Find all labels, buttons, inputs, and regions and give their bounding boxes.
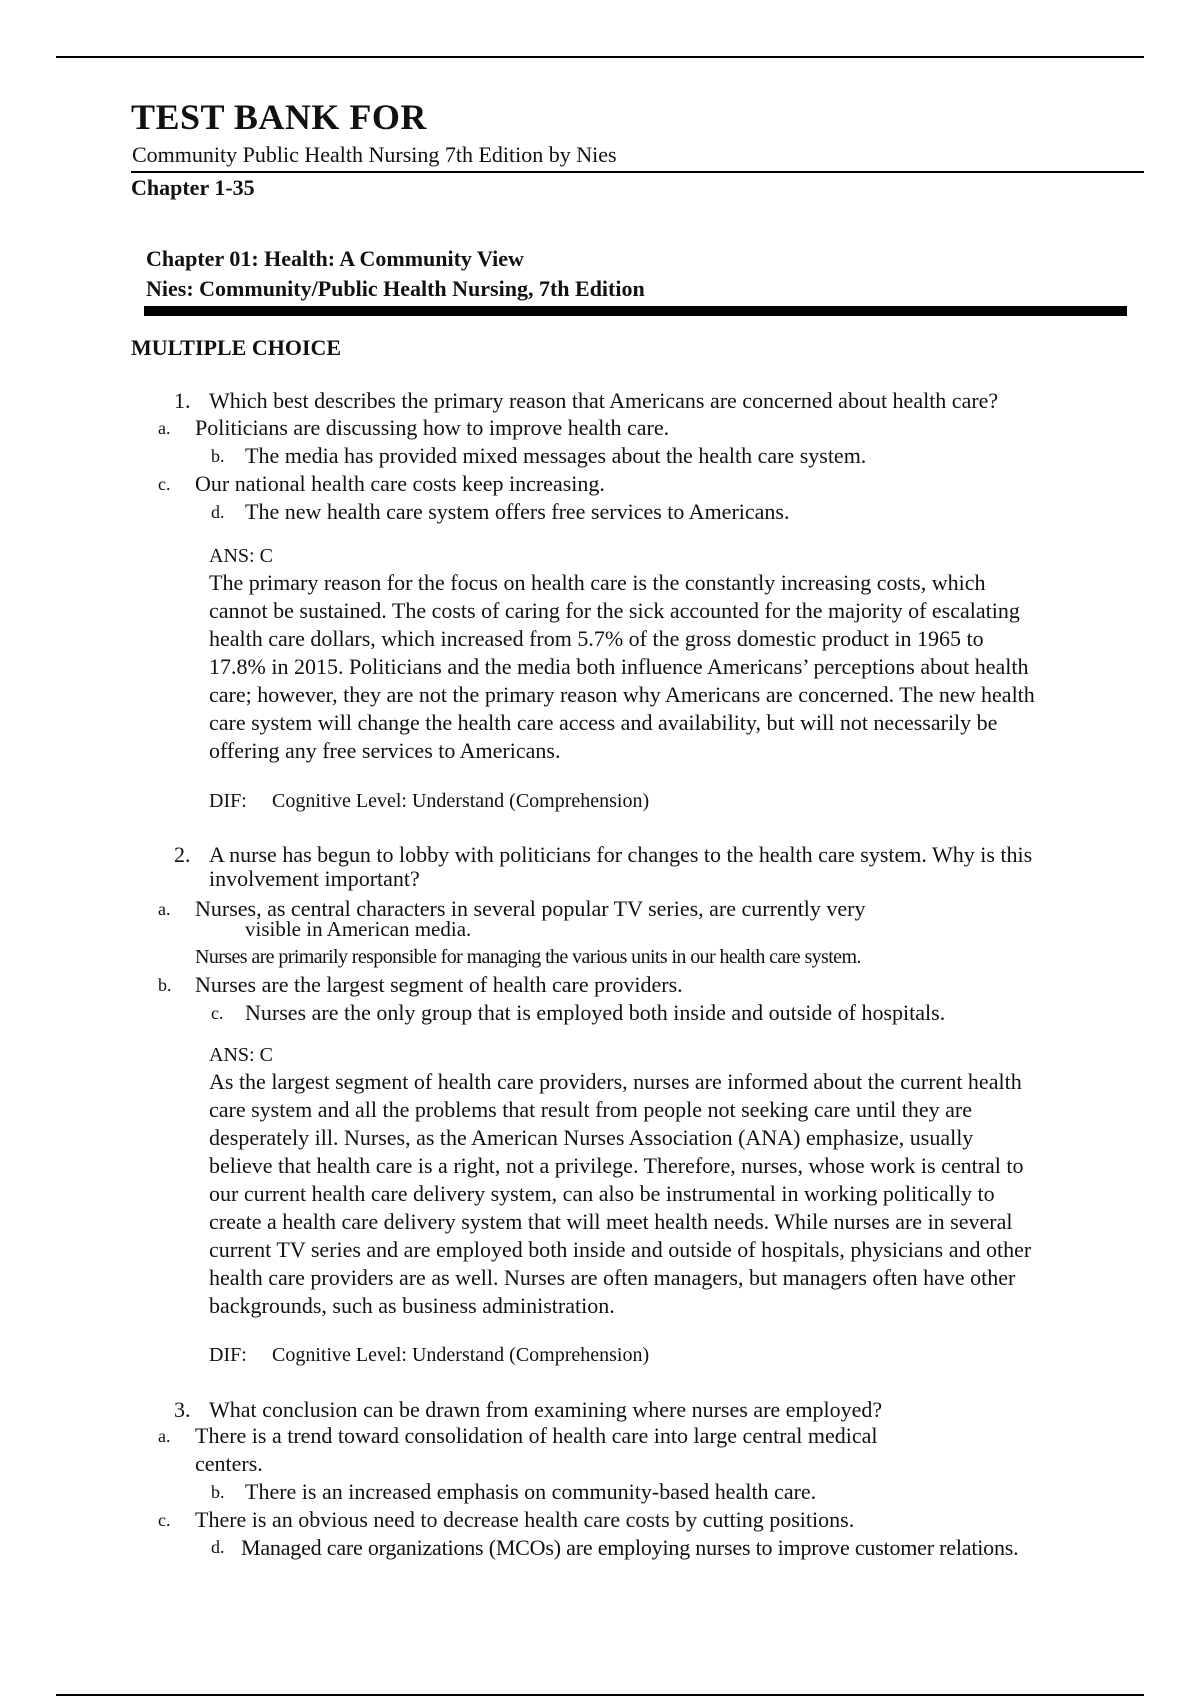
option-letter: d. <box>211 502 225 522</box>
option-text-cont: centers. <box>195 1451 263 1476</box>
bottom-page-rule <box>56 1694 1144 1696</box>
rationale-line: desperately ill. Nurses, as the American Nurses Association (ANA) emphasize, usually <box>209 1125 974 1150</box>
option-letter: c. <box>211 1003 224 1023</box>
rationale-line: believe that health care is a right, not a privilege. Therefore, nurses, whose work is central to <box>209 1153 1024 1178</box>
doc-subtitle: Community Public Health Nursing 7th Edition by Nies <box>132 142 617 167</box>
rationale-line: offering any free services to Americans. <box>209 738 561 763</box>
difficulty-label: DIF: <box>209 1344 247 1366</box>
answer-key: ANS: C <box>209 1044 273 1066</box>
rationale-line: care system will change the health care access and availability, but will not necessarily be <box>209 710 998 735</box>
option-text: Nurses are the largest segment of health care providers. <box>195 972 683 997</box>
question-stem: A nurse has begun to lobby with politicians for changes to the health care system. Why is this <box>209 842 1033 867</box>
rationale <box>209 1068 1031 1320</box>
option-letter: c. <box>158 1510 171 1530</box>
chapter-heading: Chapter 01: Health: A Community View <box>146 246 524 271</box>
option-letter: b. <box>211 446 225 466</box>
question-stem: What conclusion can be drawn from examining where nurses are employed? <box>209 1397 883 1422</box>
rationale-line: health care dollars, which increased from 5.7% of the gross domestic product in 1965 to <box>209 626 984 651</box>
option-text: There is a trend toward consolidation of health care into large central medical <box>195 1423 878 1448</box>
option-letter: b. <box>211 1482 225 1502</box>
answer-key: ANS: C <box>209 545 273 567</box>
option-text: The new health care system offers free services to Americans. <box>245 499 790 524</box>
top-page-rule <box>56 56 1144 58</box>
option-text-cont: visible in American media. <box>245 917 472 941</box>
question-stem-cont: involvement important? <box>209 866 420 891</box>
difficulty-label: DIF: <box>209 790 247 812</box>
chapter-heading-bar <box>144 306 1127 316</box>
rationale-line: As the largest segment of health care providers, nurses are informed about the current health <box>209 1069 1022 1094</box>
option-text: Managed care organizations (MCOs) are employing nurses to improve customer relations. <box>241 1535 1019 1560</box>
option-text: Nurses are primarily responsible for managing the various units in our health care system. <box>195 946 861 968</box>
option-text: Nurses, as central characters in several popular TV series, are currently very <box>195 896 866 921</box>
rationale-line: current TV series and are employed both inside and outside of hospitals, physicians and other <box>209 1237 1032 1262</box>
option-letter: a. <box>158 418 171 438</box>
doc-title: TEST BANK FOR <box>131 97 427 137</box>
option-text: Our national health care costs keep increasing. <box>195 471 605 496</box>
option-letter: a. <box>158 1426 171 1446</box>
rationale <box>209 569 1035 765</box>
rationale-line: backgrounds, such as business administration. <box>209 1293 615 1318</box>
question-number: 3. <box>174 1397 191 1422</box>
option-text: Nurses are the only group that is employed both inside and outside of hospitals. <box>245 1000 946 1025</box>
option-letter: c. <box>158 474 171 494</box>
option-text: Politicians are discussing how to improve health care. <box>195 415 670 440</box>
option-letter: d. <box>211 1537 225 1557</box>
subtitle-underline <box>131 171 1144 173</box>
rationale-line: 17.8% in 2015. Politicians and the media both influence Americans’ perceptions about health <box>209 654 1029 679</box>
difficulty-value: Cognitive Level: Understand (Comprehension) <box>272 1344 650 1366</box>
difficulty-value: Cognitive Level: Understand (Comprehension) <box>272 790 650 812</box>
option-text: The media has provided mixed messages about the health care system. <box>245 443 867 468</box>
rationale-line: The primary reason for the focus on health care is the constantly increasing costs, which <box>209 570 986 595</box>
question-number: 2. <box>174 842 191 867</box>
option-letter: a. <box>158 899 171 919</box>
option-text: There is an obvious need to decrease health care costs by cutting positions. <box>195 1507 855 1532</box>
rationale-line: our current health care delivery system, can also be instrumental in working politically to <box>209 1181 995 1206</box>
option-text: There is an increased emphasis on community-based health care. <box>245 1479 817 1504</box>
option-letter: b. <box>158 975 172 995</box>
rationale-line: create a health care delivery system that will meet health needs. While nurses are in several <box>209 1209 1013 1234</box>
chapter-range: Chapter 1-35 <box>131 175 255 200</box>
rationale-line: health care providers are as well. Nurses are often managers, but managers often have other <box>209 1265 1016 1290</box>
rationale-line: care system and all the problems that result from people not seeking care until they are <box>209 1097 973 1122</box>
rationale-line: cannot be sustained. The costs of caring for the sick accounted for the majority of escalating <box>209 598 1020 623</box>
question-number: 1. <box>174 388 191 413</box>
chapter-book: Nies: Community/Public Health Nursing, 7th Edition <box>146 276 645 301</box>
section-label: MULTIPLE CHOICE <box>131 335 342 360</box>
rationale-line: care; however, they are not the primary reason why Americans are concerned. The new health <box>209 682 1035 707</box>
question-stem: Which best describes the primary reason that Americans are concerned about health care? <box>209 388 999 413</box>
